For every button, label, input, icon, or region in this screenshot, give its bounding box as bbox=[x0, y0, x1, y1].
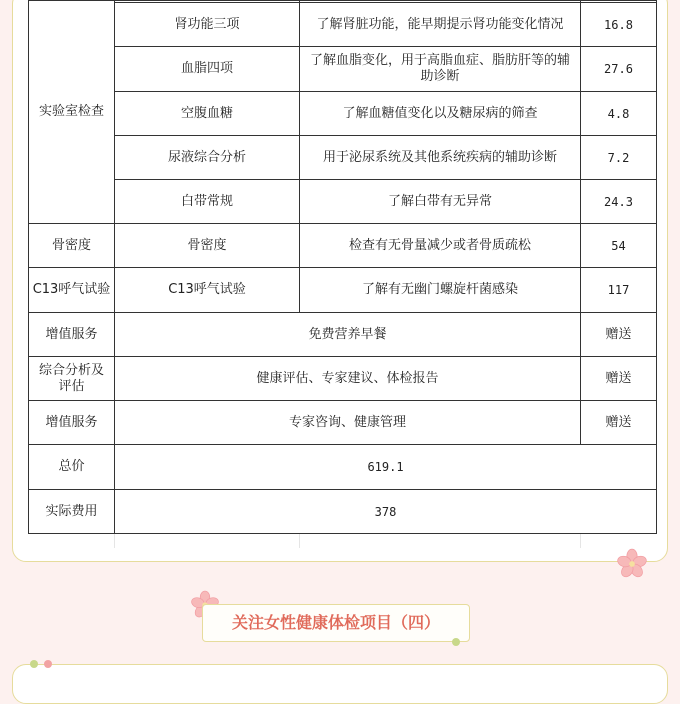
actual-cost-value: 378 bbox=[115, 490, 657, 534]
desc-cell: 检查有无骨量减少或者骨质疏松 bbox=[300, 224, 581, 268]
price-cell: 赠送 bbox=[581, 357, 657, 401]
item-cell: 血脂四项 bbox=[115, 47, 300, 92]
category-cell: 增值服务 bbox=[29, 401, 115, 445]
actual-cost-label: 实际费用 bbox=[29, 490, 115, 534]
next-section-card bbox=[12, 664, 668, 704]
desc-cell: 健康评估、专家建议、体检报告 bbox=[115, 357, 581, 401]
table-row bbox=[29, 490, 657, 534]
price-cell: 24.3 bbox=[581, 180, 657, 224]
section-title: 关注女性健康体检项目（四） bbox=[202, 604, 470, 642]
desc-cell: 免费营养早餐 bbox=[115, 313, 581, 357]
table-row bbox=[29, 445, 657, 490]
table-row bbox=[29, 92, 657, 136]
card-dot bbox=[44, 660, 52, 668]
table-row bbox=[29, 3, 657, 47]
price-cell: 赠送 bbox=[581, 313, 657, 357]
category-cell: 实验室检查 bbox=[29, 1, 115, 224]
banner-dot bbox=[452, 638, 460, 646]
table-row bbox=[29, 224, 657, 268]
total-label: 总价 bbox=[29, 445, 115, 490]
card-dot bbox=[30, 660, 38, 668]
category-cell: 增值服务 bbox=[29, 313, 115, 357]
desc-cell: 了解血脂变化，用于高脂血症、脂肪肝等的辅助诊断 bbox=[300, 47, 581, 92]
exam-table-wrapper bbox=[28, 0, 656, 548]
desc-cell: 用于泌尿系统及其他系统疾病的辅助诊断 bbox=[300, 136, 581, 180]
item-cell: 骨密度 bbox=[115, 224, 300, 268]
table-row bbox=[29, 268, 657, 313]
table-row bbox=[29, 313, 657, 357]
exam-items-table bbox=[28, 0, 657, 548]
desc-cell: 了解有无幽门螺旋杆菌感染 bbox=[300, 268, 581, 313]
category-cell: C13呼气试验 bbox=[29, 268, 115, 313]
table-row bbox=[29, 136, 657, 180]
category-cell: 骨密度 bbox=[29, 224, 115, 268]
item-cell: 肾功能三项 bbox=[115, 3, 300, 47]
table-row bbox=[29, 401, 657, 445]
item-cell: 白带常规 bbox=[115, 180, 300, 224]
desc-cell: 了解白带有无异常 bbox=[300, 180, 581, 224]
table-row bbox=[29, 47, 657, 92]
price-cell: 54 bbox=[581, 224, 657, 268]
item-cell: 尿液综合分析 bbox=[115, 136, 300, 180]
price-cell: 16.8 bbox=[581, 3, 657, 47]
table-row bbox=[29, 534, 657, 548]
desc-cell: 专家咨询、健康管理 bbox=[115, 401, 581, 445]
desc-cell: 了解肾脏功能，能早期提示肾功能变化情况 bbox=[300, 3, 581, 47]
desc-cell: 了解血糖值变化以及糖尿病的筛查 bbox=[300, 92, 581, 136]
price-cell: 117 bbox=[581, 268, 657, 313]
item-cell: 空腹血糖 bbox=[115, 92, 300, 136]
table-row bbox=[29, 180, 657, 224]
price-cell: 4.8 bbox=[581, 92, 657, 136]
category-cell: 综合分析及评估 bbox=[29, 357, 115, 401]
table-row bbox=[29, 357, 657, 401]
price-cell: 7.2 bbox=[581, 136, 657, 180]
total-value: 619.1 bbox=[115, 445, 657, 490]
price-cell: 27.6 bbox=[581, 47, 657, 92]
item-cell: C13呼气试验 bbox=[115, 268, 300, 313]
price-cell: 赠送 bbox=[581, 401, 657, 445]
cherry-blossom-icon bbox=[616, 548, 648, 580]
